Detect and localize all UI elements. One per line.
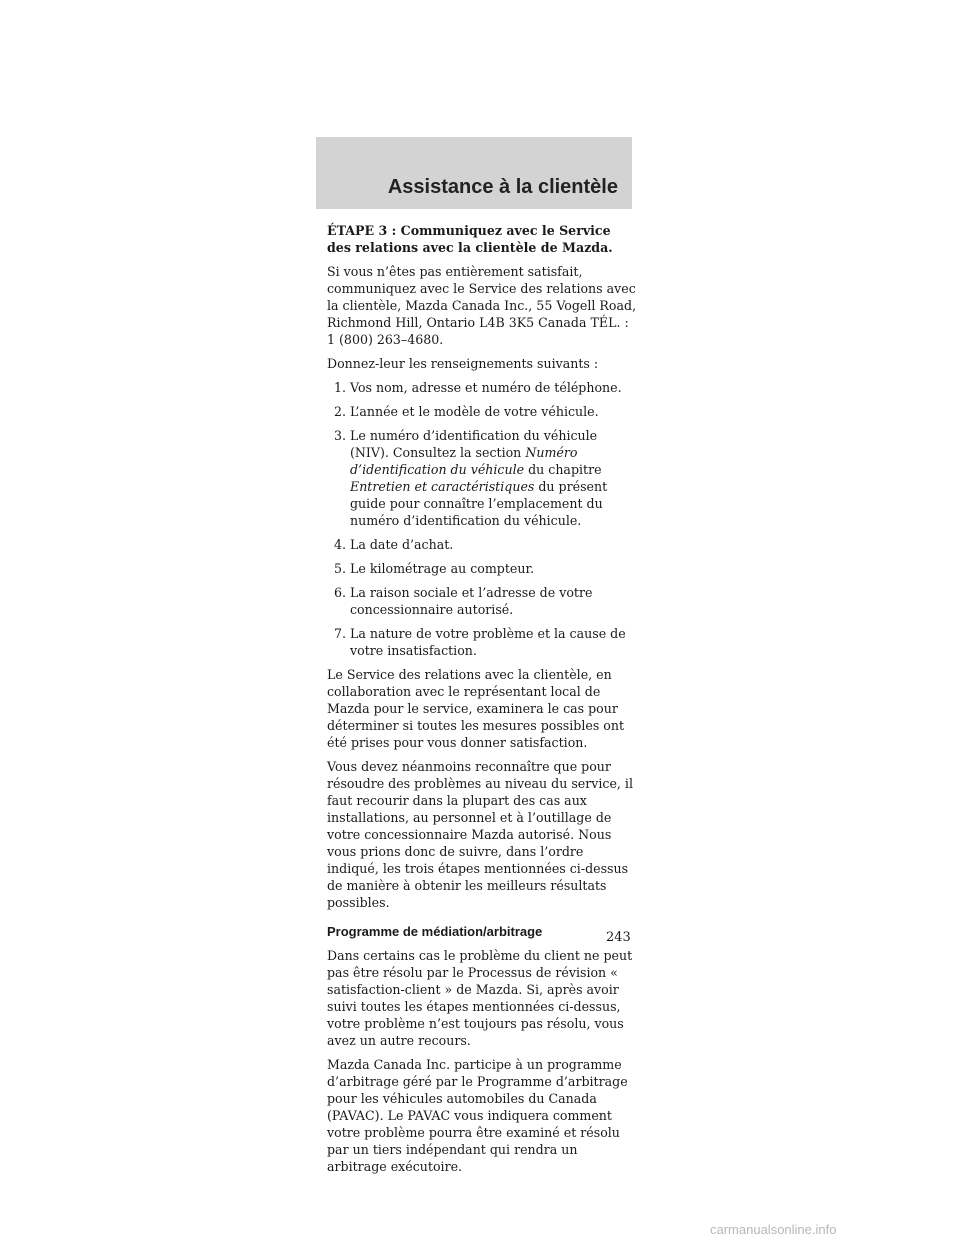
watermark: carmanualsonline.info bbox=[710, 1222, 837, 1237]
list-item-number: 4. bbox=[334, 537, 347, 552]
list-item bbox=[327, 560, 637, 577]
list-item bbox=[327, 536, 637, 553]
list-item bbox=[327, 379, 637, 396]
list-item-text: La nature de votre problème et la cause de votre insatisfaction. bbox=[350, 626, 626, 658]
list-item-text: Le kilométrage au compteur. bbox=[350, 561, 535, 576]
list-item bbox=[327, 403, 637, 420]
body-paragraph: Le Service des relations avec la clientèle, en collaboration avec le représentant local de Mazda pour le service, examinera le cas pour déterminer si toutes les mesures possibles ont été prises pour vous donner satisfaction. bbox=[327, 667, 625, 750]
chapter-header bbox=[316, 137, 632, 209]
page-content bbox=[327, 222, 637, 1182]
info-list bbox=[327, 379, 637, 659]
list-item-text: Vos nom, adresse et numéro de téléphone. bbox=[350, 380, 622, 395]
list-item bbox=[327, 427, 637, 529]
list-item-text: du chapitre bbox=[524, 462, 602, 477]
list-intro: Donnez-leur les renseignements suivants : bbox=[327, 356, 599, 371]
list-item-number: 1. bbox=[334, 380, 347, 395]
mediation-paragraph: Dans certains cas le problème du client ne peut pas être résolu par le Processus de révision « satisfaction-client » de Mazda. Si, après avoir suivi toutes les étapes mentionnées ci-dessus, votre problème n’est toujours pas résolu, vous avez un autre recours. bbox=[327, 948, 633, 1048]
list-item bbox=[327, 584, 637, 618]
list-item-text: du présent guide pour connaître l’emplacement du numéro d’identification du véhicule. bbox=[350, 479, 608, 528]
step-3-paragraph: Si vous n’êtes pas entièrement satisfait, communiquez avec le Service des relations avec la clientèle, Mazda Canada Inc., 55 Vogell Road, Richmond Hill, Ontario L4B 3K5 Canada TÉL. : 1 (800) 263–4680. bbox=[327, 264, 637, 347]
list-item-number: 7. bbox=[334, 626, 347, 641]
body-paragraph: Vous devez néanmoins reconnaître que pour résoudre des problèmes au niveau du service, il faut recourir dans la plupart des cas aux installations, au personnel et à l’outillage de votre concessionnaire Mazda autorisé. Nous vous prions donc de suivre, dans l’ordre indiqué, les trois étapes mentionnées ci-dessus de manière à obtenir les meilleurs résultats possibles. bbox=[327, 759, 633, 910]
list-item-text: Le numéro d’identification du véhicule (NIV). Consultez la section bbox=[350, 428, 598, 460]
mediation-paragraph: Mazda Canada Inc. participe à un programme d’arbitrage géré par le Programme d’arbitrage pour les véhicules automobiles du Canada (PAVAC). Le PAVAC vous indiquera comment votre problème pourra être examiné et résolu par un tiers indépendant qui rendra un arbitrage exécutoire. bbox=[327, 1057, 628, 1174]
list-item-text: La raison sociale et l’adresse de votre concessionnaire autorisé. bbox=[350, 585, 593, 617]
chapter-reference: Entretien et caractéristiques bbox=[350, 479, 535, 494]
page-number: 243 bbox=[606, 930, 631, 945]
list-item-number: 3. bbox=[334, 428, 347, 443]
chapter-title: Assistance à la clientèle bbox=[387, 176, 618, 198]
list-item-text: La date d’achat. bbox=[350, 537, 454, 552]
section-reference: Numéro d’identification du véhicule bbox=[350, 445, 578, 477]
mediation-heading: Programme de médiation/arbitrage bbox=[327, 924, 543, 939]
list-item-number: 6. bbox=[334, 585, 347, 600]
list-item-number: 5. bbox=[334, 561, 347, 576]
list-item-text: L’année et le modèle de votre véhicule. bbox=[350, 404, 599, 419]
step-3-heading: ÉTAPE 3 : Communiquez avec le Service des relations avec la clientèle de Mazda. bbox=[327, 223, 613, 255]
list-item bbox=[327, 625, 637, 659]
list-item-number: 2. bbox=[334, 404, 347, 419]
